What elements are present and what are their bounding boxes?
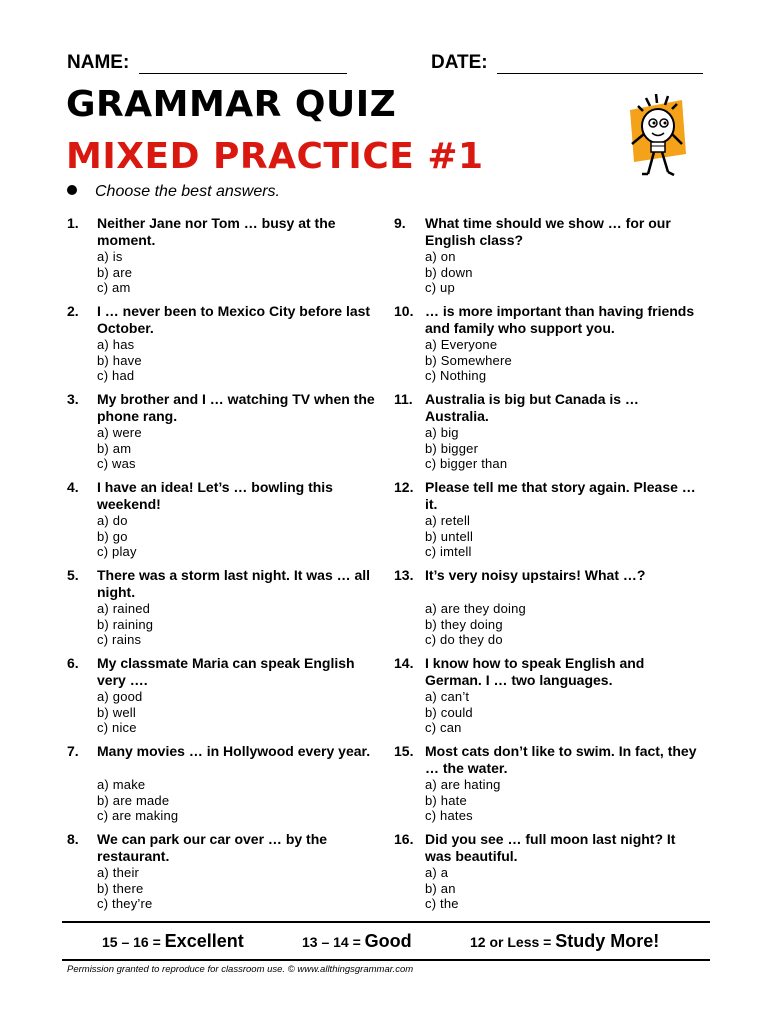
question-text: We can park our car over … by the restaurant. [97,831,328,864]
question-6 [67,655,367,743]
option-b[interactable]: b) am [97,440,132,456]
option-a[interactable]: a) their [97,865,140,880]
option-c[interactable]: c) imtell [425,544,472,560]
question-2 [67,303,371,391]
option-b[interactable]: b) could [425,704,473,720]
question-options [97,425,142,472]
question-text: My classmate Maria can speak English very …. [97,655,355,688]
question-options [97,601,153,648]
question-1 [67,215,367,303]
copyright-footer: Permission granted to reproduce for classroom use. © www.allthingsgrammar.com [67,964,414,975]
option-b[interactable]: b) bigger [425,440,479,456]
option-a[interactable]: a) make [97,777,146,792]
option-c[interactable]: c) bigger than [425,456,508,472]
option-b[interactable]: b) well [97,704,136,720]
option-c[interactable]: c) nice [97,720,137,736]
question-options [425,249,473,296]
option-a[interactable]: a) retell [425,513,471,528]
option-c[interactable]: c) they’re [97,896,153,912]
question-options [97,337,142,384]
question-number: 7. [67,743,79,759]
question-3 [67,391,375,479]
question-options [425,513,473,560]
option-a[interactable]: a) on [425,249,456,264]
question-15 [394,743,697,831]
lightbulb-character-icon [622,92,694,184]
question-text: Please tell me that story again. Please … it. [425,479,696,512]
option-c[interactable]: c) hates [425,808,473,824]
question-options [97,777,178,824]
date-field-line[interactable] [497,73,703,74]
option-b[interactable]: b) raining [97,616,154,632]
option-b[interactable]: b) hate [425,792,467,808]
question-number: 9. [394,215,406,231]
option-c[interactable]: c) up [425,280,455,296]
option-a[interactable]: a) can’t [425,689,470,704]
option-b[interactable]: b) go [97,528,128,544]
option-a[interactable]: a) is [97,249,123,264]
question-text: I … never been to Mexico City before last October. [97,303,371,336]
question-text: My brother and I … watching TV when the phone rang. [97,391,375,424]
name-field-line[interactable] [139,73,347,74]
option-c[interactable]: c) Nothing [425,368,487,384]
question-options [97,865,152,912]
option-c[interactable]: c) do they do [425,632,503,648]
question-text: I know how to speak English and German. I … two languages. [425,655,645,688]
score-study-more [470,931,659,952]
option-b[interactable]: b) are [97,264,133,280]
option-b[interactable]: b) they doing [425,616,503,632]
question-options [97,249,132,296]
question-options [97,689,143,736]
question-4 [67,479,367,567]
question-number: 14. [394,655,414,671]
score-label: Study More! [555,931,660,951]
question-number: 2. [67,303,79,319]
question-number: 1. [67,215,79,231]
question-11 [394,391,694,479]
option-b[interactable]: b) are made [97,792,170,808]
question-number: 16. [394,831,414,847]
question-10 [394,303,694,391]
option-b[interactable]: b) down [425,264,473,280]
question-14 [394,655,694,743]
option-b[interactable]: b) Somewhere [425,352,512,368]
question-text: Most cats don’t like to swim. In fact, they … the water. [425,743,697,776]
question-number: 13. [394,567,414,583]
option-c[interactable]: c) can [425,720,462,736]
question-number: 4. [67,479,79,495]
option-a[interactable]: a) has [97,337,135,352]
option-c[interactable]: c) had [97,368,135,384]
instruction [67,183,280,201]
option-c[interactable]: c) was [97,456,136,472]
question-options [425,425,507,472]
option-c[interactable]: c) are making [97,808,179,824]
bullet-icon [67,185,77,195]
question-number: 11. [394,391,413,407]
question-number: 12. [394,479,414,495]
question-options [425,601,526,648]
question-options [425,777,501,824]
question-text: Australia is big but Canada is … Australia. [425,391,639,424]
option-a[interactable]: a) are hating [425,777,501,792]
option-b[interactable]: b) have [97,352,142,368]
question-text: What time should we show … for our English class? [425,215,671,248]
question-number: 6. [67,655,79,671]
option-c[interactable]: c) am [97,280,131,296]
date-label: DATE: [431,52,488,73]
option-a[interactable]: a) good [97,689,143,704]
option-a[interactable]: a) are they doing [425,601,526,616]
page-title: GRAMMAR QUIZ [66,84,397,125]
question-number: 3. [67,391,79,407]
question-options [425,337,512,384]
option-a[interactable]: a) were [97,425,142,440]
option-c[interactable]: c) play [97,544,137,560]
score-range: 13 – 14 = [302,934,361,950]
score-good [302,931,412,952]
question-options [425,865,459,912]
option-c[interactable]: c) rains [97,632,142,648]
question-13 [394,567,694,655]
header-row [67,52,707,80]
question-9 [394,215,694,303]
score-range: 12 or Less = [470,934,552,950]
question-text: … is more important than having friends and family who support you. [425,303,695,336]
question-5 [67,567,371,655]
question-text: Neither Jane nor Tom … busy at the moment. [97,215,336,248]
option-a[interactable]: a) do [97,513,128,528]
question-8 [67,831,367,919]
score-label: Good [364,931,412,951]
option-a[interactable]: a) Everyone [425,337,498,352]
page-subtitle: MIXED PRACTICE #1 [66,136,484,177]
questions-right-column [394,215,697,919]
question-options [425,689,473,736]
question-text: Many movies … in Hollywood every year. [97,743,371,759]
questions-left-column [67,215,375,919]
question-12 [394,479,694,567]
score-label: Excellent [164,931,244,951]
name-label: NAME: [67,52,130,73]
score-range: 15 – 16 = [102,934,161,950]
question-number: 8. [67,831,79,847]
question-text: There was a storm last night. It was … all night. [97,567,371,600]
question-number: 15. [394,743,414,759]
question-number: 10. [394,303,414,319]
question-text: Did you see … full moon last night? It was beautiful. [425,831,676,864]
question-text: It’s very noisy upstairs! What …? [425,567,646,583]
question-options [97,513,137,560]
question-16 [394,831,694,919]
option-a[interactable]: a) a [425,865,449,880]
option-b[interactable]: b) an [425,880,456,896]
option-c[interactable]: c) the [425,896,459,912]
question-7 [67,743,371,831]
question-text: I have an idea! Let’s … bowling this weekend! [97,479,333,512]
score-excellent [102,931,244,952]
option-a[interactable]: a) rained [97,601,151,616]
question-number: 5. [67,567,79,583]
score-key [62,921,710,961]
option-b[interactable]: b) untell [425,528,474,544]
option-a[interactable]: a) big [425,425,459,440]
instruction-text: Choose the best answers. [95,183,280,200]
option-b[interactable]: b) there [97,880,144,896]
